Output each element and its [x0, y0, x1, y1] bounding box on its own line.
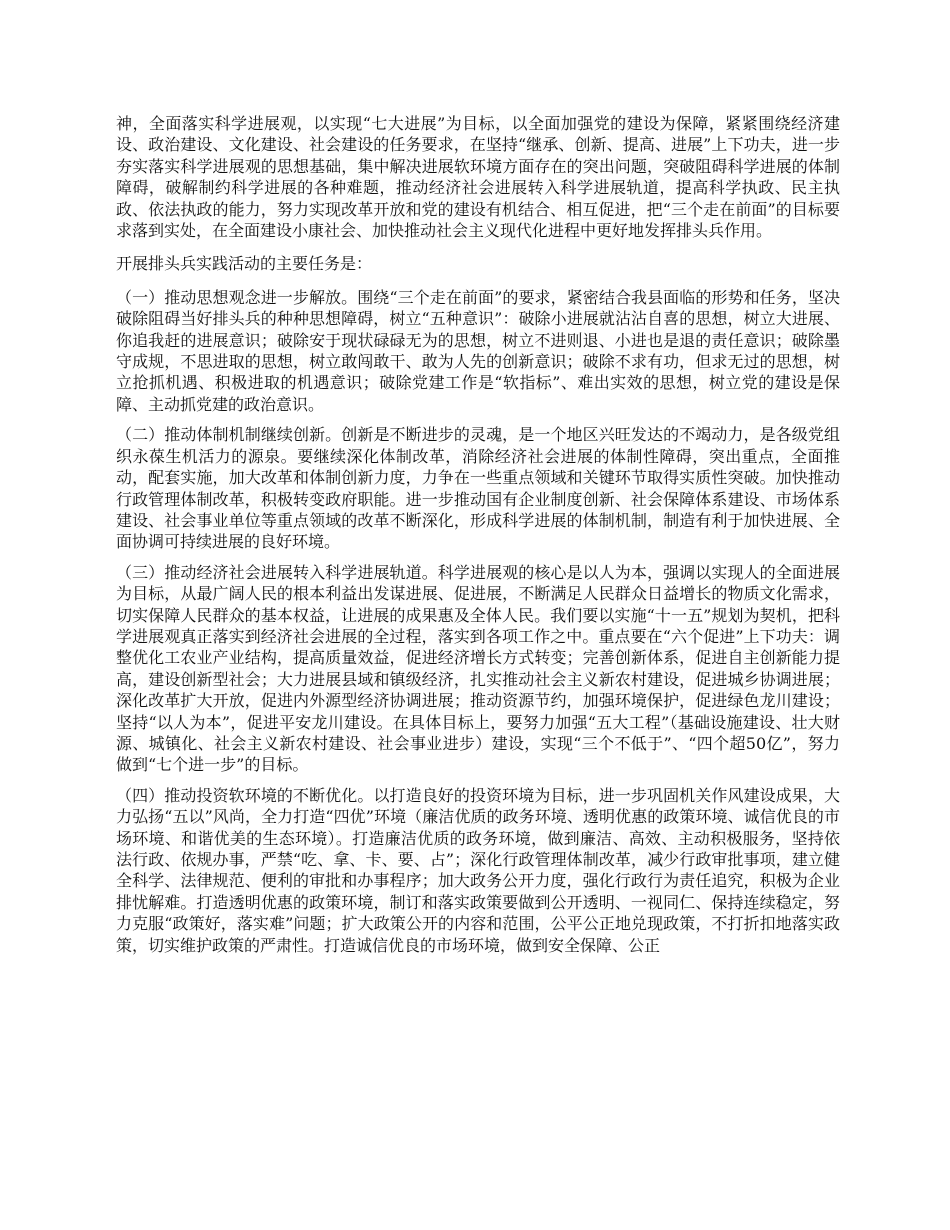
paragraph-task-1: （一）推动思想观念进一步解放。围绕“三个走在前面”的要求，紧密结合我县面临的形势和任务，坚决破除阻碍当好排头兵的种种思想障碍，树立“五种意识”：破除小进展就沾沾自喜的思想，树立大进展、你追我赶的进展意识；破除安于现状碌碌无为的思想，树立不进则退、小进也是退的责任意识；破除墨守成规，不思进取的思想，树立敢闯敢干、敢为人先的创新意识；破除不求有功，但求无过的思想，树立抢抓机遇、积极进取的机遇意识；破除党建工作是“软指标”、难出实效的思想，树立党的建设是保障、主动抓党建的政治意识。: [116, 287, 840, 414]
paragraph-task-4: （四）推动投资软环境的不断优化。以打造良好的投资环境为目标，进一步巩固机关作风建设成果，大力弘扬“五以”风尚，全力打造“四优”环境（廉洁优质的政务环境、透明优惠的政策环境、诚信优良的市场环境、和谐优美的生态环境）。打造廉洁优质的政务环境，做到廉洁、高效、主动积极服务，坚持依法行政、依规办事，严禁“吃、拿、卡、要、占”；深化行政管理体制改革，减少行政审批事项，建立健全科学、法律规范、便利的审批和办事程序；加大政务公开力度，强化行政行为责任追究，积极为企业排忧解难。打造透明优惠的政策环境，制订和落实政策要做到公开透明、一视同仁、保持连续稳定，努力克服“政策好，落实难”问题；扩大政策公开的内容和范围，公平公正地兑现政策，不打折扣地落实政策，切实维护政策的严肃性。打造诚信优良的市场环境，做到安全保障、公正: [116, 785, 840, 955]
paragraph-task-3: （三）推动经济社会进展转入科学进展轨道。科学进展观的核心是以人为本，强调以实现人的全面进展为目标，从最广阔人民的根本利益出发谋进展、促进展，不断满足人民群众日益增长的物质文化需求，切实保障人民群众的基本权益，让进展的成果惠及全体人民。我们要以实施“十一五”规划为契机，把科学进展观真正落实到经济社会进展的全过程，落实到各项工作之中。重点要在“六个促进”上下功夫：调整优化工农业产业结构，提高质量效益，促进经济增长方式转变；完善创新体系，促进自主创新能力提高，建设创新型社会；大力进展县域和镇级经济，扎实推动社会主义新农村建设，促进城乡协调进展；深化改革扩大开放，促进内外源型经济协调进展；推动资源节约，加强环境保护，促进绿色龙川建设；坚持“以人为本”，促进平安龙川建设。在具体目标上，要努力加强“五大工程”（基础设施建设、壮大财源、城镇化、社会主义新农村建设、社会事业进步）建设，实现“三个不低于”、“四个超50亿”，努力做到“七个进一步”的目标。: [116, 562, 840, 775]
paragraph-task-2: （二）推动体制机制继续创新。创新是不断进步的灵魂，是一个地区兴旺发达的不竭动力，是各级党组织永葆生机活力的源泉。要继续深化体制改革，消除经济社会进展的体制性障碍，突出重点，全面推动，配套实施，加大改革和体制创新力度，力争在一些重点领域和关键环节取得实质性突破。加快推动行政管理体制改革，积极转变政府职能。进一步推动国有企业制度创新、社会保障体系建设、市场体系建设、社会事业单位等重点领域的改革不断深化，形成科学进展的体制机制，制造有利于加快进展、全面协调可持续进展的良好环境。: [116, 425, 840, 552]
document-page: [116, 113, 840, 965]
paragraph-main-tasks-heading: 开展排头兵实践活动的主要任务是：: [116, 254, 373, 274]
paragraph-intro-continuation: 神，全面落实科学进展观，以实现“七大进展”为目标，以全面加强党的建设为保障，紧紧围绕经济建设、政治建设、文化建设、社会建设的任务要求，在坚持“继承、创新、提高、进展”上下功夫，进一步夯实落实科学进展观的思想基础，集中解决进展软环境方面存在的突出问题，突破阻碍科学进展的体制障碍，破解制约科学进展的各种难题，推动经济社会进展转入科学进展轨道，提高科学执政、民主执政、依法执政的能力，努力实现改革开放和党的建设有机结合、相互促进，把“三个走在前面”的目标要求落到实处，在全面建设小康社会、加快推动社会主义现代化进程中更好地发挥排头兵作用。: [116, 114, 840, 241]
